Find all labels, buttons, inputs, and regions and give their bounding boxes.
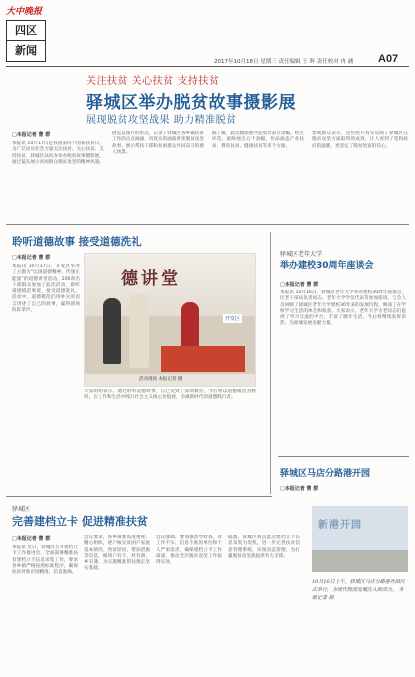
story1-kicker: 关注扶贫 关心扶贫 支持扶贫 — [86, 76, 220, 87]
divider-right — [278, 456, 409, 457]
right-story2-photo — [312, 506, 408, 572]
story3-column-2 — [84, 535, 150, 655]
story3-headline: 完善建档立卡 促进精准扶贫 — [12, 515, 148, 528]
right-story2-byline: □本报记者 曹 群 — [280, 486, 319, 492]
divider-story1 — [6, 224, 409, 225]
right-story-text: 本报讯 10月16日，驿城区老年大学举办建校30周年座谈会，区老干部局负责同志、老年大学学员代表等参加座谈。与会人员回顾了驿城区老年大学建校30年来的发展历程，畅谈了在学校学习生活的体会和收获。大家表示，老年大学为老同志们提供了学习交流的平台，丰富了晚年生活，今后将继续发挥余热，为驿城发展贡献力量。 — [280, 290, 406, 327]
story1-column-2 — [112, 131, 204, 209]
photo-person — [181, 302, 199, 350]
photo-sign-text: 新港开园 — [318, 520, 362, 531]
story1-headline: 驿城区举办脱贫故事摄影展 — [86, 93, 296, 113]
story2-column — [12, 254, 80, 404]
story1-text-2: 展览以图片的形式，记录了驿城区各乡镇扶贫工作的点点滴滴，用真实的画面讲述脱贫攻坚故事，展示帮扶干部和贫困群众共同奋斗的感人场景。 — [112, 131, 204, 155]
right-story2-headline — [280, 466, 370, 479]
story3-text-2: 会议要求，各乡镇要高度重视，精心组织，逐户核实贫困户家庭基本情况、致贫原因、帮扶措施等信息，做到户有卡、村有册、乡有簿，为实施精准帮扶奠定坚实基础。 — [84, 535, 150, 572]
story1-text-3: 据了解，此次摄影展共征集作品百余幅，经过评选，最终展出五十余幅，作品涵盖产业扶贫、教育扶贫、健康扶贫等多个方面。 — [212, 131, 304, 149]
story3-column-4 — [228, 535, 300, 655]
page-number: A07 — [378, 53, 399, 65]
story1-column-1 — [12, 131, 104, 209]
story2-byline: □本报记者 曹 群 — [12, 255, 51, 261]
right-story2-headline-part1: 驿城区 — [280, 469, 308, 479]
story3-text-3: 会议强调，要加强督导检查，对工作不实、信息不准的单位和个人严肃追责，确保建档立卡工作质量，推动全区脱贫攻坚工作取得实效。 — [156, 535, 222, 566]
story1-text-1: 本报讯 10月17日是我国第四个国家扶贫日，为广泛动员社会力量关注扶贫、关心扶贫、支持扶贫，驿城区扶贫办举办脱贫故事摄影展，通过镜头展示贫困群众脱贫攻坚的精神风貌。 — [12, 141, 104, 165]
section-label-box — [6, 20, 46, 62]
story2-headline: 聆听道德故事 接受道德洗礼 — [12, 236, 142, 248]
story1-subheadline: 展现脱贫攻坚战果 助力精准脱贫 — [86, 115, 237, 126]
story3-byline: □本报记者 曹 群 — [12, 536, 51, 542]
story1-column-3 — [212, 131, 304, 209]
right-story2-headline-part2: 马店分路港开园 — [307, 469, 371, 479]
column-divider — [270, 232, 271, 494]
section-label-line2: 新闻 — [15, 44, 37, 57]
story1-byline: □本报记者 曹 群 — [12, 132, 51, 138]
photo-person — [129, 294, 149, 368]
right-story-headline: 举办建校30周年座谈会 — [280, 261, 374, 271]
section-label-line1: 四区 — [7, 21, 45, 41]
newspaper-logo: 大中晚报 — [6, 7, 43, 17]
header-divider — [6, 66, 409, 67]
photo-tag: 开发区 — [225, 316, 241, 322]
photo-caption: 活动现场 本报记者 摄 — [139, 377, 183, 382]
story3-column-1 — [12, 535, 78, 655]
story3-section: 驿城区 — [12, 506, 31, 513]
divider-story2 — [6, 496, 272, 497]
story3-column-3 — [156, 535, 222, 655]
right-story-byline: □本报记者 曹 群 — [280, 282, 319, 288]
right-story2-caption: 10月16日上午，驿城区马店分路港开园仪式举行，为现代物流发展注入新活力。 本报记者 摄 — [312, 579, 405, 601]
photo-red-table — [161, 346, 245, 372]
photo-person — [103, 298, 121, 364]
issue-info: 2017年10月18日 星期三 责任编辑 王 晖 责任校对 冉 涵 — [214, 59, 354, 65]
story1-text-4: 参观群众表示，这些照片真实反映了驿城区在脱贫攻坚方面取得的成效，让人看到了党和政府的温暖，更坚定了脱贫致富的信心。 — [312, 131, 408, 149]
story2-text: 本报讯 10月17日，开发区举办了主题为“弘扬道德精神，传递正能量”的道德讲堂活动，200余名干部群众参加了此次活动，聆听道德模范事迹，接受道德洗礼。活动中，道德模范们用朴实的语言讲述了自己的故事，赢得现场阵阵掌声。 — [12, 264, 80, 314]
photo-banner-text: 德讲堂 — [121, 269, 181, 289]
story3-text-1: 本报讯 近日，驿城区召开建档立卡工作推进会，全面部署精准扶贫建档立卡信息采集工作，要求各乡镇严格按照标准程序，确保扶贫对象识别精准、信息准确。 — [12, 545, 78, 576]
right-story-column — [280, 281, 406, 458]
story3-text-4: 据悉，驿城区将以此次建档立卡信息采集为契机，进一步完善扶贫信息管理系统，实现动态管理，为打赢脱贫攻坚战提供有力支撑。 — [228, 535, 300, 559]
photo-ground — [312, 550, 408, 572]
story2-bottom-text: 大家纷纷表示，通过聆听道德故事，自己受到了深刻教育，今后将以道德模范为榜样，在工作和生活中践行社会主义核心价值观，争做新时代的道德践行者。 — [84, 389, 256, 401]
story2-photo — [84, 253, 256, 387]
right-story-section: 驿城区老年大学 — [280, 251, 323, 258]
story1-column-4 — [312, 131, 408, 209]
